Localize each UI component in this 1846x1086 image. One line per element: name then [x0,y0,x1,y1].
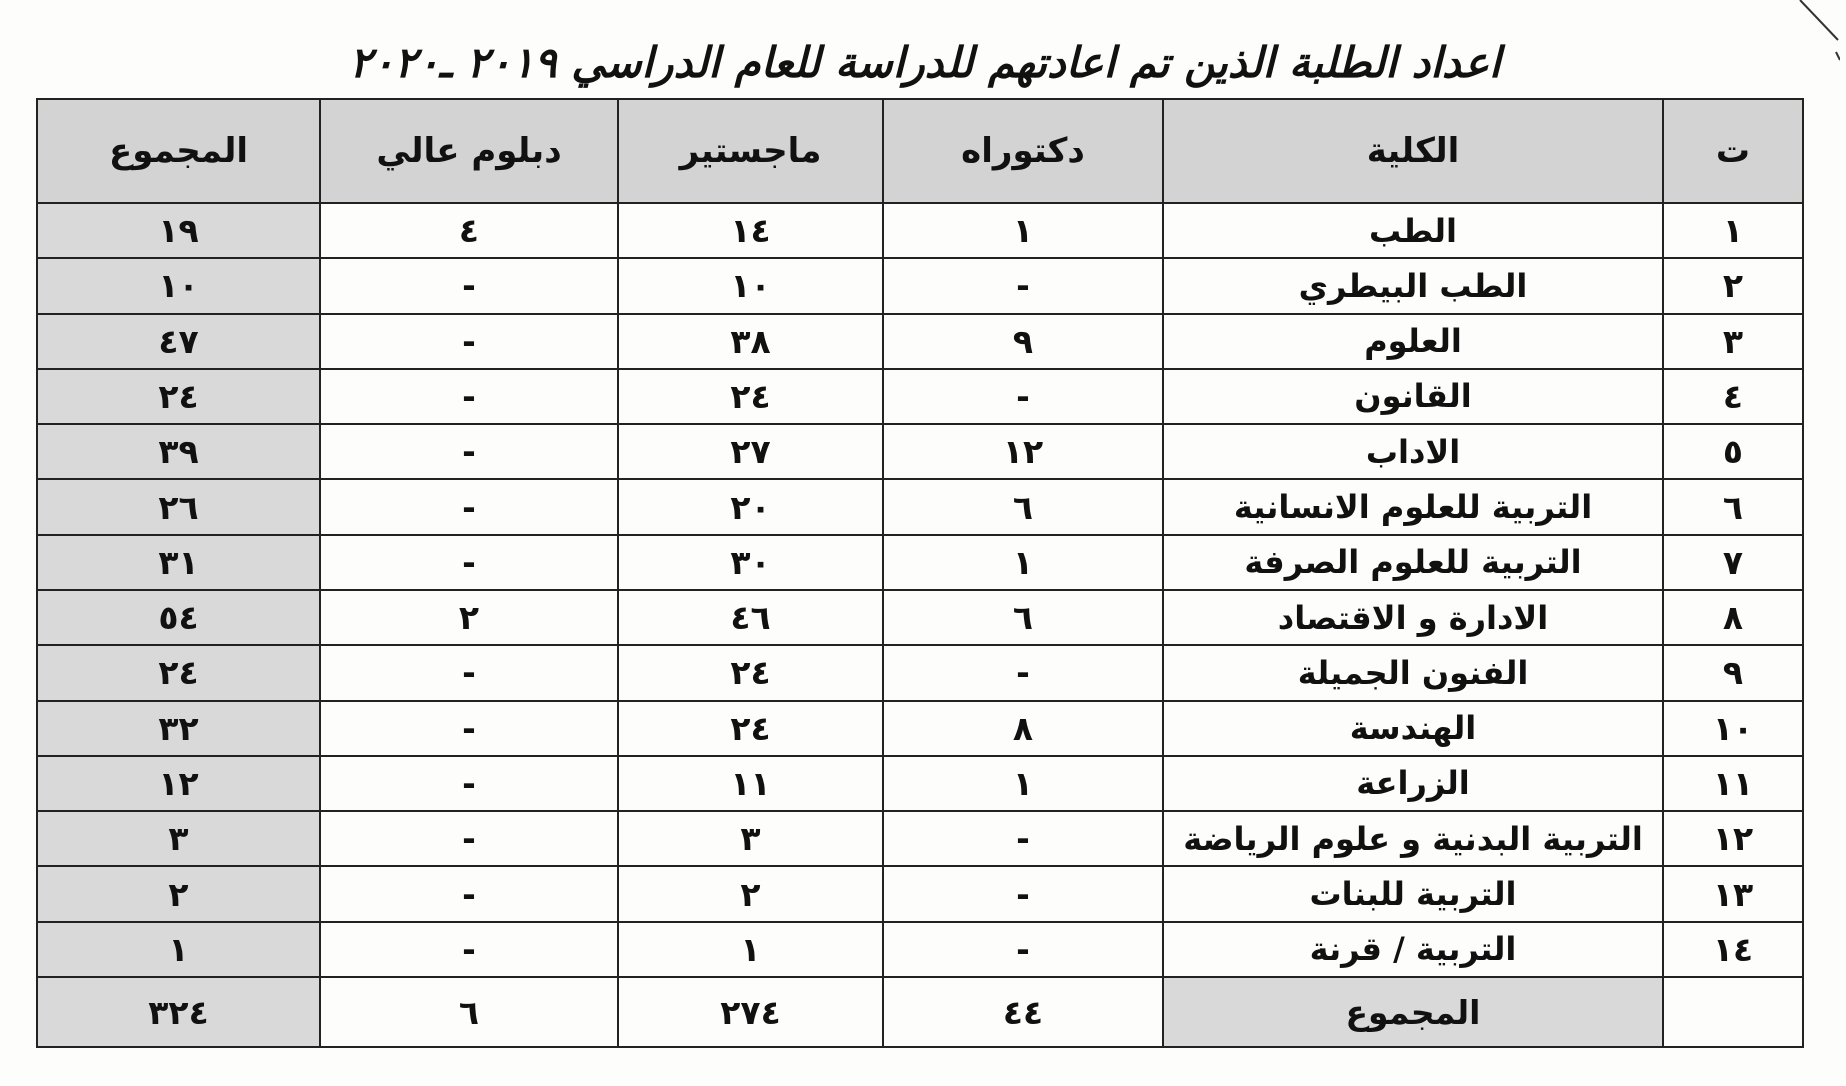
row-diploma: - [320,314,618,369]
page-title: اعداد الطلبة الذين تم اعادتهم للدراسة للعام الدراسي ٢٠١٩ ـ٢٠٢٠ [349,38,1501,87]
row-phd: ١٢ [883,424,1163,479]
row-diploma: - [320,535,618,590]
row-masters: ٢٤ [618,369,883,424]
row-college: الطب البيطري [1163,258,1663,313]
row-phd: ٩ [883,314,1163,369]
scan-edge-mark [1780,0,1840,70]
row-diploma: - [320,811,618,866]
table-row [37,645,1803,700]
row-phd: - [883,645,1163,700]
row-phd: ١ [883,535,1163,590]
row-num: ١٢ [1663,811,1803,866]
totals-total: ٣٢٤ [37,977,320,1047]
row-masters: ٢ [618,866,883,921]
row-masters: ١٠ [618,258,883,313]
row-num: ٢ [1663,258,1803,313]
row-college: التربية / قرنة [1163,922,1663,977]
row-phd: - [883,922,1163,977]
row-num: ٤ [1663,369,1803,424]
row-total: ١٠ [37,258,320,313]
table-row [37,922,1803,977]
row-num: ٣ [1663,314,1803,369]
header-diploma: دبلوم عالي [320,99,618,203]
row-total: ٢ [37,866,320,921]
table-row [37,590,1803,645]
row-college: الزراعة [1163,756,1663,811]
row-diploma: - [320,922,618,977]
row-masters: ١١ [618,756,883,811]
row-total: ١٢ [37,756,320,811]
students-table [36,98,1804,1048]
table-row [37,866,1803,921]
row-phd: - [883,811,1163,866]
row-diploma: - [320,756,618,811]
row-num: ٦ [1663,479,1803,534]
row-college: التربية للعلوم الصرفة [1163,535,1663,590]
header-masters: ماجستير [618,99,883,203]
row-college: التربية للعلوم الانسانية [1163,479,1663,534]
table-row [37,258,1803,313]
row-masters: ١٤ [618,203,883,258]
table-row [37,369,1803,424]
row-phd: - [883,369,1163,424]
row-masters: ٢٧ [618,424,883,479]
totals-row [37,977,1803,1047]
table-row [37,811,1803,866]
table-row [37,314,1803,369]
row-num: ١٣ [1663,866,1803,921]
row-masters: ٢٠ [618,479,883,534]
row-diploma: - [320,479,618,534]
row-phd: ١ [883,203,1163,258]
row-diploma: - [320,701,618,756]
row-diploma: ٢ [320,590,618,645]
table-row [37,424,1803,479]
row-total: ٢٤ [37,369,320,424]
row-num: ٥ [1663,424,1803,479]
totals-masters: ٢٧٤ [618,977,883,1047]
row-phd: - [883,258,1163,313]
row-masters: ٢٤ [618,701,883,756]
row-phd: ١ [883,756,1163,811]
header-num: ت [1663,99,1803,203]
row-college: الهندسة [1163,701,1663,756]
row-total: ٥٤ [37,590,320,645]
row-masters: ٤٦ [618,590,883,645]
row-college: التربية للبنات [1163,866,1663,921]
row-total: ٣١ [37,535,320,590]
table-row [37,203,1803,258]
row-diploma: - [320,866,618,921]
row-masters: ٢٤ [618,645,883,700]
header-total: المجموع [37,99,320,203]
row-diploma: - [320,645,618,700]
totals-diploma: ٦ [320,977,618,1047]
row-num: ٩ [1663,645,1803,700]
row-phd: ٦ [883,590,1163,645]
table-row [37,701,1803,756]
table-row [37,535,1803,590]
row-total: ٢٤ [37,645,320,700]
row-masters: ٣ [618,811,883,866]
row-masters: ٣٨ [618,314,883,369]
row-masters: ١ [618,922,883,977]
row-college: الفنون الجميلة [1163,645,1663,700]
row-total: ١ [37,922,320,977]
row-college: الاداب [1163,424,1663,479]
row-masters: ٣٠ [618,535,883,590]
row-total: ٣ [37,811,320,866]
row-college: العلوم [1163,314,1663,369]
row-num: ١٠ [1663,701,1803,756]
row-total: ٣٩ [37,424,320,479]
totals-label: المجموع [1163,977,1663,1047]
row-num: ٨ [1663,590,1803,645]
row-total: ٢٦ [37,479,320,534]
row-college: القانون [1163,369,1663,424]
totals-num-cell [1663,977,1803,1047]
row-num: ١ [1663,203,1803,258]
row-total: ٤٧ [37,314,320,369]
row-phd: - [883,866,1163,921]
header-phd: دكتوراه [883,99,1163,203]
row-college: التربية البدنية و علوم الرياضة [1163,811,1663,866]
row-num: ١١ [1663,756,1803,811]
row-total: ٣٢ [37,701,320,756]
totals-phd: ٤٤ [883,977,1163,1047]
row-phd: ٨ [883,701,1163,756]
row-diploma: - [320,258,618,313]
row-phd: ٦ [883,479,1163,534]
table-row [37,756,1803,811]
header-college: الكلية [1163,99,1663,203]
row-num: ٧ [1663,535,1803,590]
row-total: ١٩ [37,203,320,258]
row-college: الادارة و الاقتصاد [1163,590,1663,645]
header-row [37,99,1803,203]
row-num: ١٤ [1663,922,1803,977]
row-diploma: - [320,369,618,424]
row-diploma: - [320,424,618,479]
table-row [37,479,1803,534]
row-diploma: ٤ [320,203,618,258]
row-college: الطب [1163,203,1663,258]
table-body [37,203,1803,977]
